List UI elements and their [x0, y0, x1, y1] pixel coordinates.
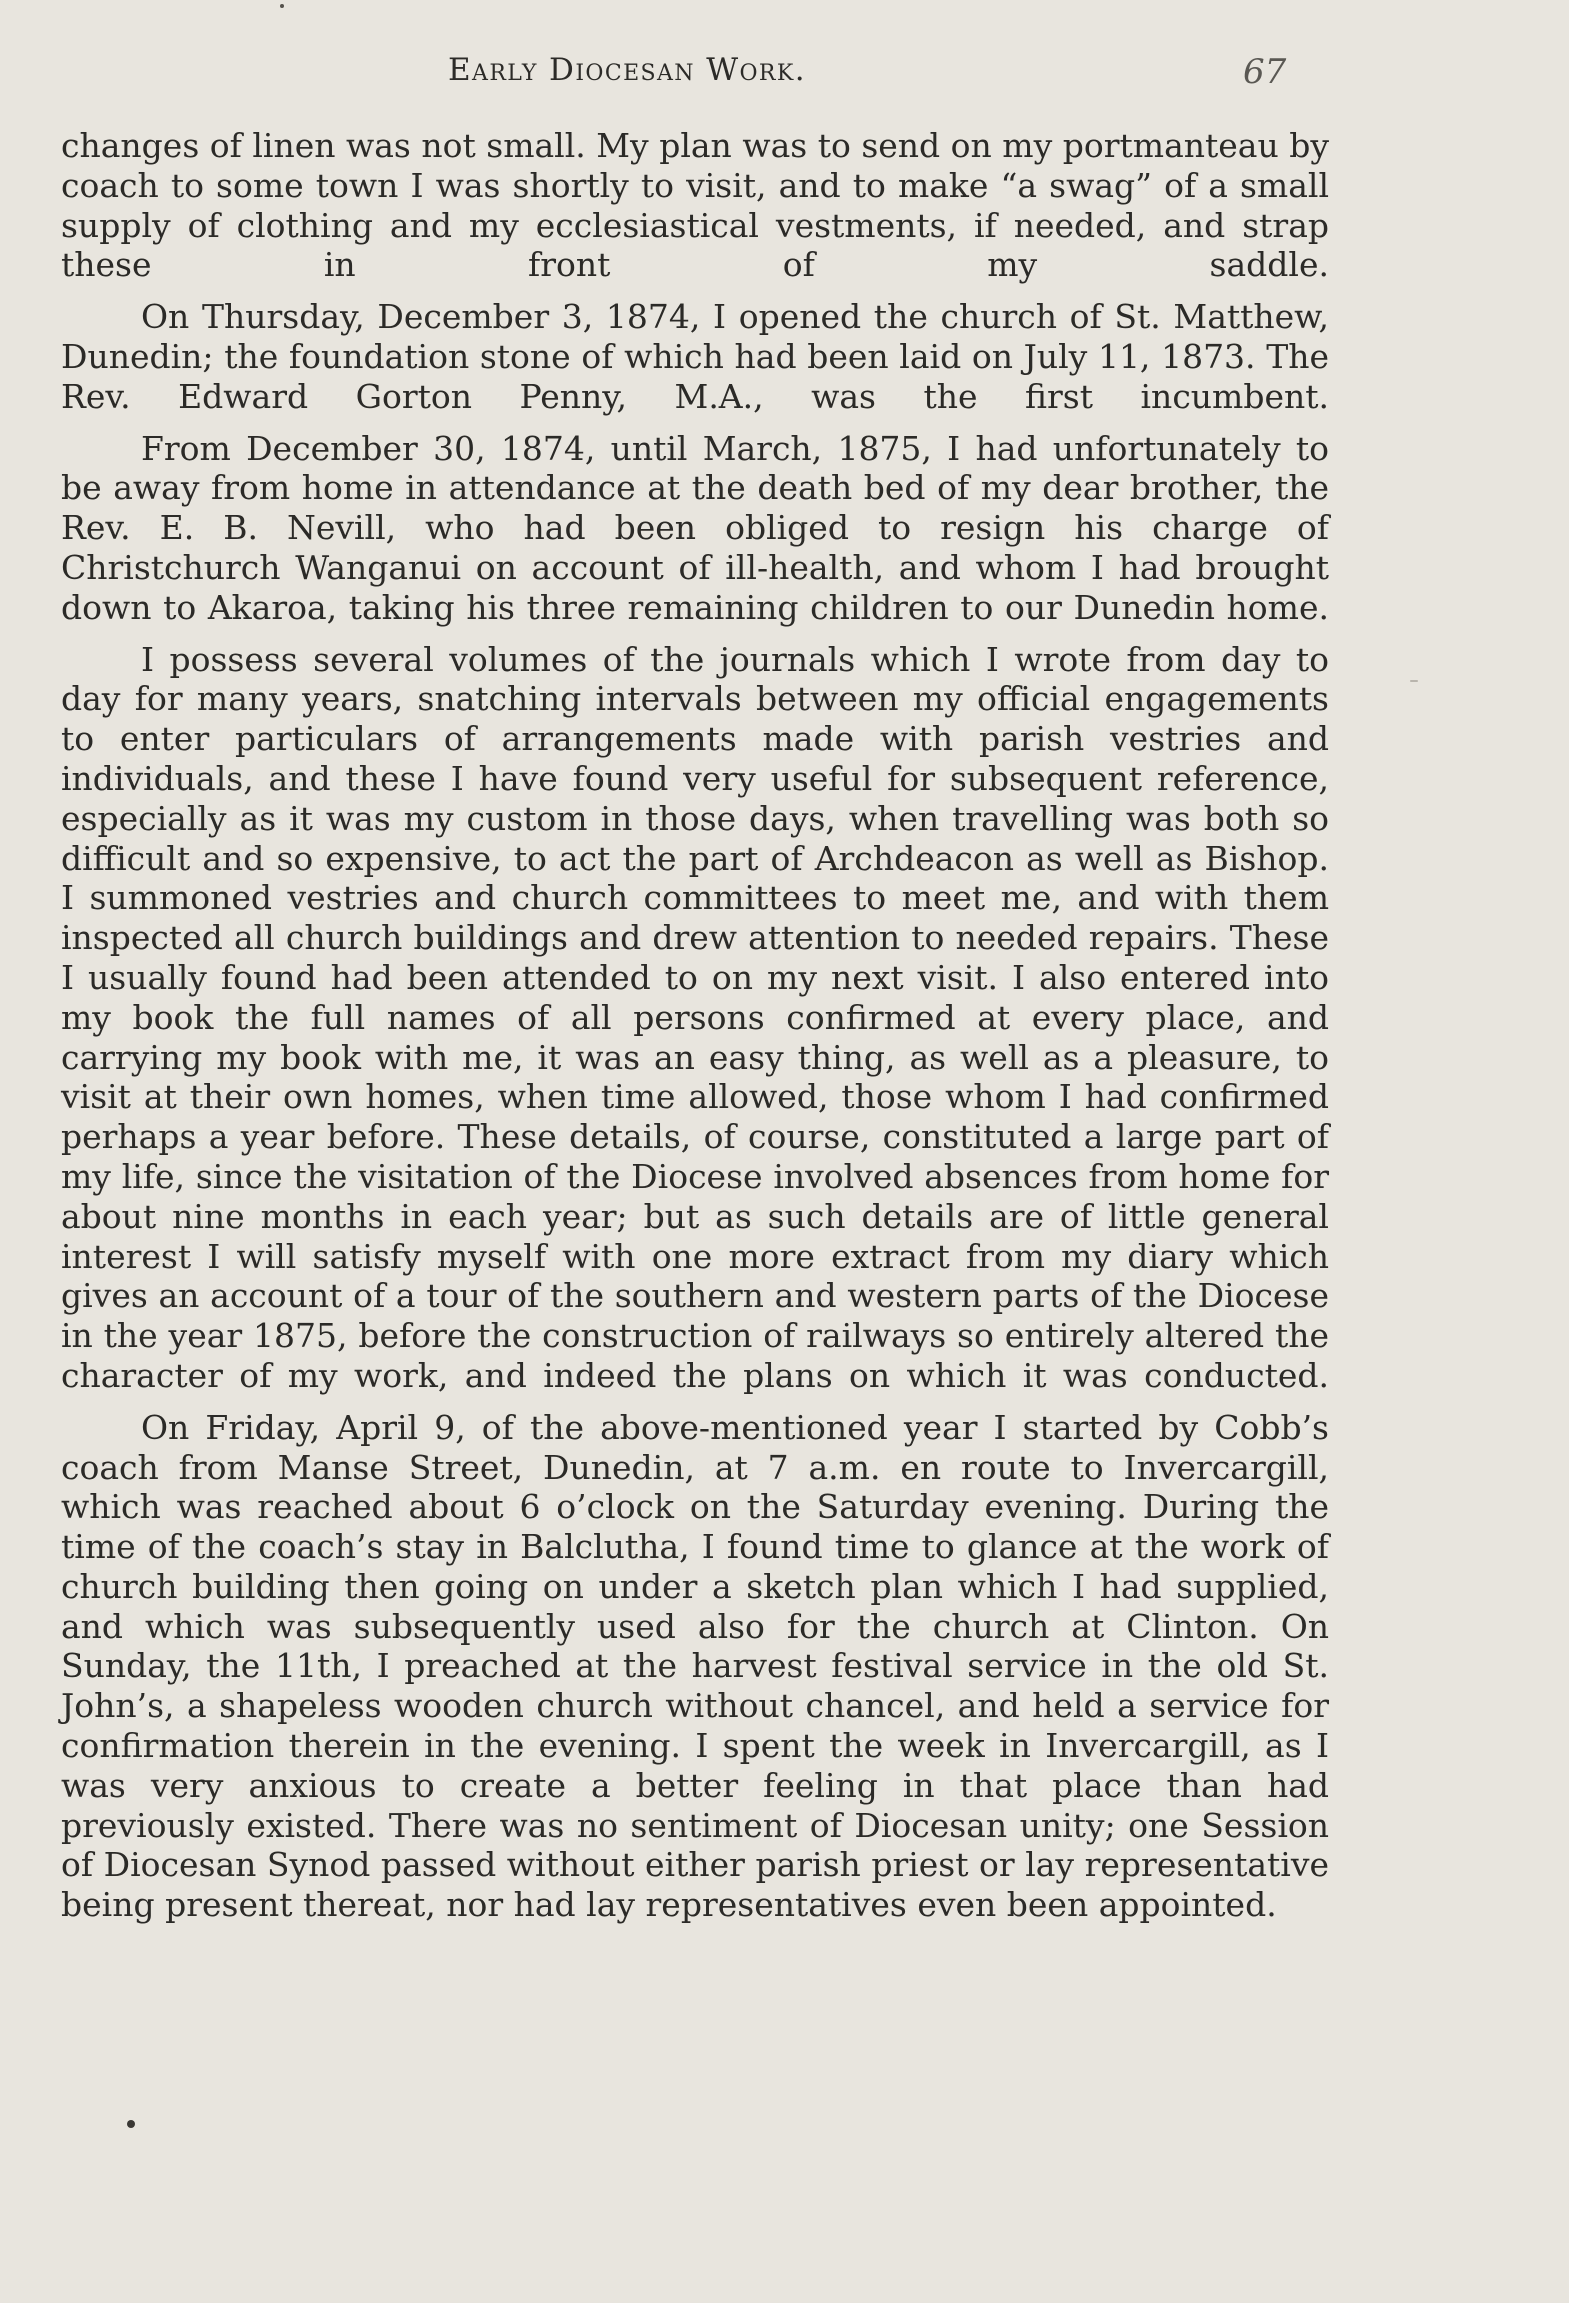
paragraph-tour-1875: On Friday, April 9, of the above-mentioned year I started by Cobb’s coach from Manse Street, Dunedin, at 7 a.m. en route to Invercargill, which was reached about 6 o’clock on the Saturday evening. During the time of the coach’s stay in Balclutha, I found time to glance at the work of church building then going on under a sketch plan which I had supplied, and which was subsequently used also for the church at Clinton. On Sunday, the 11th, I preached at the harvest festival service in the old St. John’s, a shapeless wooden church without chancel, and held a service for confirmation therein in the evening. I spent the week in Invercargill, as I was very anxious to create a better feeling in that place than had previously existed. There was no sentiment of Diocesan unity; one Session of Diocesan Synod passed without either parish priest or lay representative being present thereat, nor had lay representatives even been appointed. — [61, 1407, 1329, 1925]
ink-speck — [127, 2120, 135, 2128]
ink-speck — [280, 4, 284, 8]
paragraph-st-matthew: On Thursday, December 3, 1874, I opened the church of St. Matthew, Dunedin; the foundation stone of which had been laid on July 11, 1873. The Rev. Edward Gorton Penny, M.A., was the first incumbent. — [61, 297, 1329, 416]
paragraph-brother-nevill: From December 30, 1874, until March, 1875, I had unfortunately to be away from home in attendance at the death bed of my dear brother, the Rev. E. B. Nevill, who had been obliged to resign his charge of Christchurch Wanganui on account of ill-health, and whom I had brought down to Akaroa, taking his three remaining children to our Dunedin home. — [61, 428, 1329, 627]
running-head — [0, 52, 1569, 92]
paragraph-continued: changes of linen was not small. My plan was to send on my portmanteau by coach to some town I was shortly to visit, and to make “a swag” of a small supply of clothing and my ecclesiastical vestments, if needed, and strap these in front of my saddle. — [61, 126, 1329, 285]
running-title: Early Diocesan Work. — [448, 52, 806, 88]
page-number: 67 — [1243, 52, 1287, 92]
paper-mark — [1410, 680, 1418, 682]
paragraph-journals: I possess several volumes of the journals which I wrote from day to day for many years, snatching intervals between my official engagements to enter particulars of arrangements made with parish vestries and individuals, and these I have found very useful for subsequent reference, especially as it was my custom in those days, when travelling was both so difficult and so expensive, to act the part of Archdeacon as well as Bishop. I summoned vestries and church committees to meet me, and with them inspected all church buildings and drew attention to needed repairs. These I usually found had been attended to on my next visit. I also entered into my book the full names of all persons confirmed at every place, and carrying my book with me, it was an easy thing, as well as a pleasure, to visit at their own homes, when time allowed, those whom I had confirmed perhaps a year before. These details, of course, constituted a large part of my life, since the visitation of the Diocese involved absences from home for about nine months in each year; but as such details are of little general interest I will satisfy myself with one more extract from my diary which gives an account of a tour of the southern and western parts of the Diocese in the year 1875, before the construction of railways so entirely altered the character of my work, and indeed the plans on which it was conducted. — [61, 639, 1329, 1395]
body-text — [61, 126, 1329, 1937]
